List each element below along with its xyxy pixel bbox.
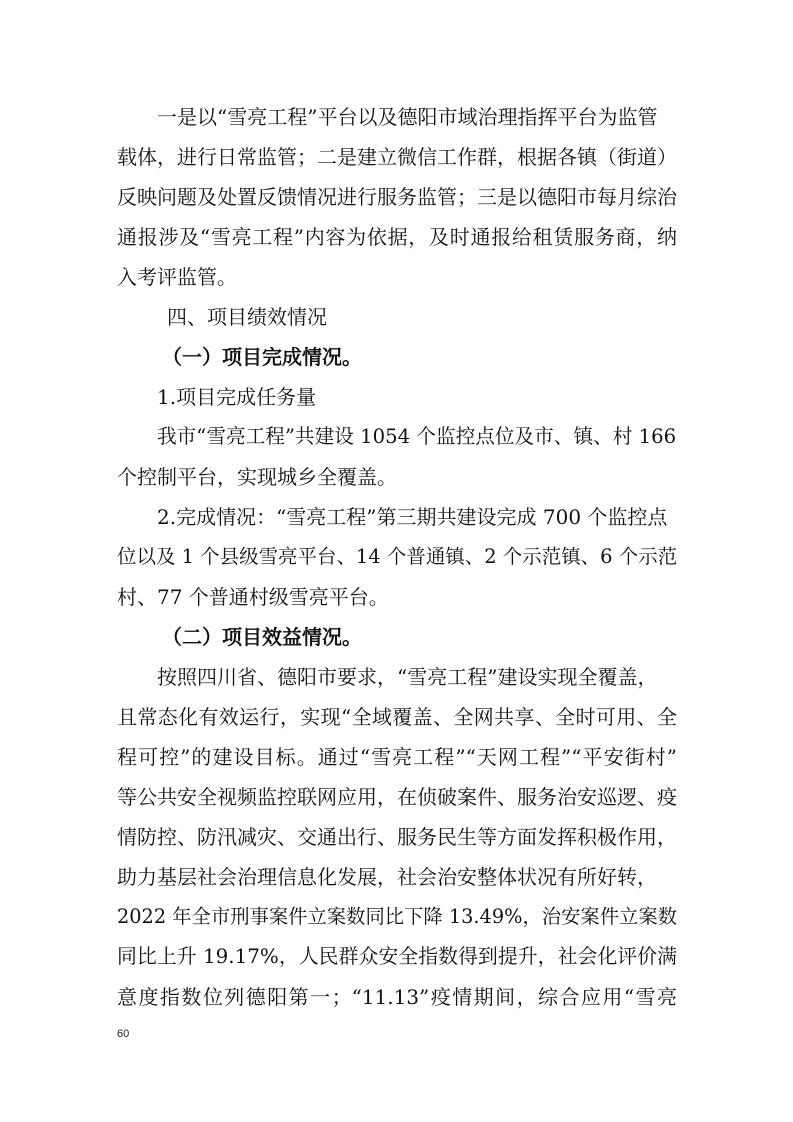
section-heading: 四、项目绩效情况 [167,305,327,329]
subsection-heading: （一）项目完成情况。 [162,345,362,369]
paragraph-line: 通报涉及“雪亮工程”内容为依据，及时通报给租赁服务商，纳 [117,225,677,249]
paragraph-line: 载体，进行日常监管；二是建立微信工作群，根据各镇（街道） [117,145,677,169]
paragraph-line: 意度指数位列德阳第一；“11.13”疫情期间，综合应用“雪亮 [117,985,677,1009]
paragraph-line: 2022 年全市刑事案件立案数同比下降 13.49%，治安案件立案数 [117,905,677,928]
item-heading: 1.项目完成任务量 [157,385,317,409]
paragraph-line: 同比上升 19.17%，人民群众安全指数得到提升，社会化评价满 [117,945,677,968]
subsection-heading: （二）项目效益情况。 [162,625,362,649]
paragraph-line: 2.完成情况：“雪亮工程”第三期共建设完成 700 个监控点 [157,505,668,529]
paragraph-line: 个控制平台，实现城乡全覆盖。 [117,465,397,489]
paragraph-line: 反映问题及处置反馈情况进行服务监管；三是以德阳市每月综治 [117,185,677,209]
paragraph-line: 村、77 个普通村级雪亮平台。 [117,585,389,609]
paragraph-line: 等公共安全视频监控联网应用，在侦破案件、服务治安巡逻、疫 [117,785,677,809]
paragraph-line: 一是以“雪亮工程”平台以及德阳市域治理指挥平台为监管 [157,105,658,129]
page-number: 60 [117,1028,130,1040]
paragraph-line: 程可控”的建设目标。通过“雪亮工程”“天网工程”“平安街村” [117,745,677,769]
paragraph-line: 情防控、防汛减灾、交通出行、服务民生等方面发挥积极作用， [117,825,677,849]
paragraph-line: 按照四川省、德阳市要求，“雪亮工程”建设实现全覆盖， [157,665,658,689]
paragraph-line: 位以及 1 个县级雪亮平台、14 个普通镇、2 个示范镇、6 个示范 [117,545,678,568]
paragraph-line: 且常态化有效运行，实现“全域覆盖、全网共享、全时可用、全 [117,705,677,729]
paragraph-line: 入考评监管。 [117,265,237,289]
paragraph-line: 我市“雪亮工程”共建设 1054 个监控点位及市、镇、村 166 [157,425,677,448]
paragraph-line: 助力基层社会治理信息化发展，社会治安整体状况有所好转， [117,865,657,889]
